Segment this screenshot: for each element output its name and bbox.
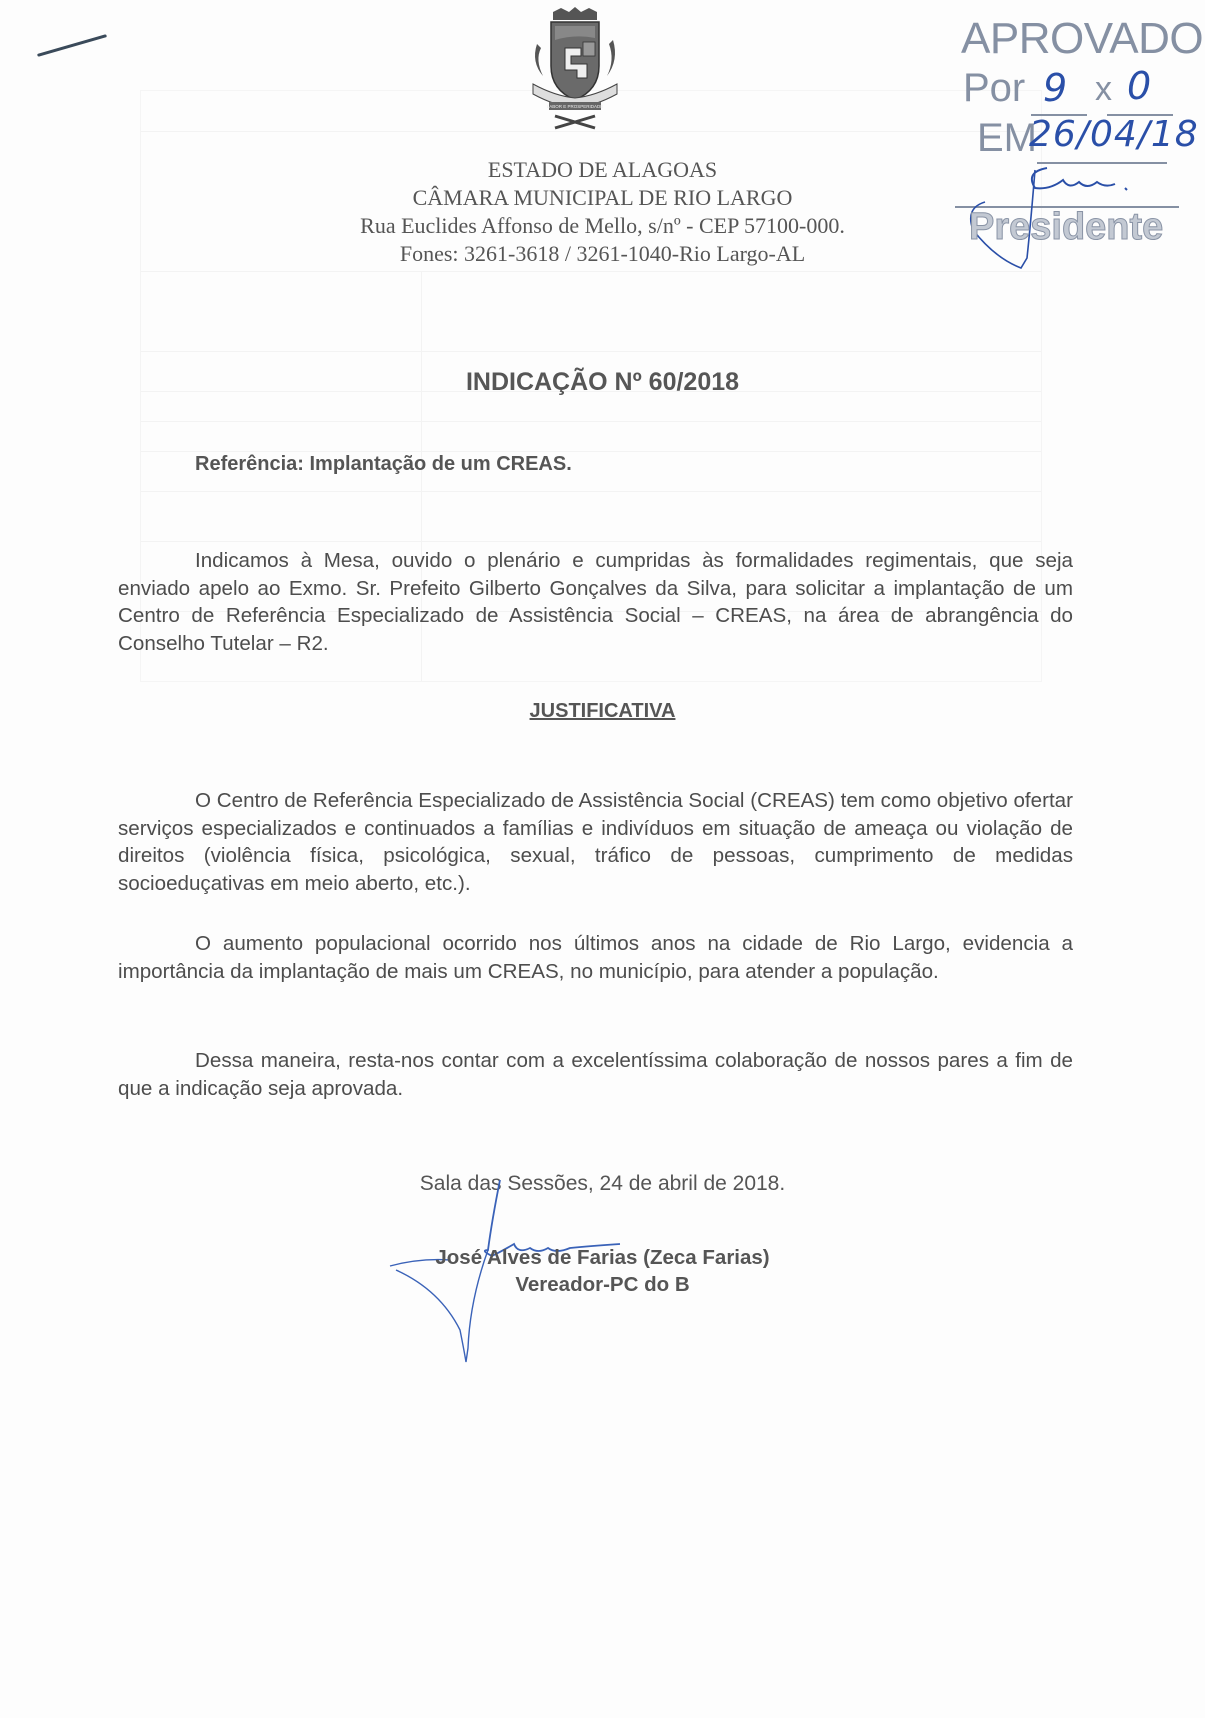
votes-for: 9 bbox=[1043, 66, 1068, 110]
intro-paragraph: Indicamos à Mesa, ouvido o plenário e cumpridas às formalidades regimentais, que seja enviado apelo ao Exmo. Sr. Prefeito Gilberto Gonçalves da Silva, para solicitar a implantação de um Centro de Referência Especializado de Assistência Social – CREAS, na área de abrangência do Conselho Tutelar – R2. bbox=[118, 549, 1073, 655]
stamp-status: APROVADO bbox=[961, 14, 1204, 63]
stamp-date-handwritten: 26/04/18 bbox=[1029, 114, 1199, 155]
justification-paragraph-3: Dessa maneira, resta-nos contar com a excelentíssima colaboração de nossos pares a fim de que a indicação seja aprovada. bbox=[118, 1049, 1073, 1100]
approval-stamp bbox=[955, 10, 1204, 280]
pen-stroke-mark bbox=[37, 34, 107, 57]
svg-text:LABOR E PROSPERIDADE: LABOR E PROSPERIDADE bbox=[546, 104, 604, 109]
reference-line: Referência: Implantação de um CREAS. bbox=[195, 453, 572, 475]
justification-paragraph-1: O Centro de Referência Especializado de Assistência Social (CREAS) tem como objetivo ofertar serviços especializados e continuados a famílias e indivíduos em situação de ameaça ou violação de direitos (violência física, psicológica, sexual, tráfico de pessoas, cumprimento de medidas socioeduçativas em meio aberto, etc.). bbox=[118, 789, 1073, 895]
votes-separator: x bbox=[1095, 70, 1112, 108]
signer-role: Vereador-PC do B bbox=[515, 1273, 690, 1296]
place-date: Sala das Sessões, 24 de abril de 2018. bbox=[419, 1172, 786, 1195]
justification-paragraph-2: O aumento populacional ocorrido nos últimos anos na cidade de Rio Largo, evidencia a importância da implantação de mais um CREAS, no município, para atender a população. bbox=[118, 932, 1073, 983]
stamp-votes-label: Por bbox=[963, 66, 1026, 110]
letterhead bbox=[300, 156, 905, 268]
state-name: ESTADO DE ALAGOAS bbox=[487, 157, 718, 182]
phones: Fones: 3261-3618 / 3261-1040-Rio Largo-AL bbox=[399, 241, 806, 266]
justification-heading: JUSTIFICATIVA bbox=[529, 700, 676, 722]
signer-name: José Alves de Farias (Zeca Farias) bbox=[435, 1246, 770, 1269]
address: Rua Euclides Affonso de Mello, s/nº - CEP 57100-000. bbox=[360, 213, 845, 238]
document-title: INDICAÇÃO Nº 60/2018 bbox=[465, 368, 740, 396]
chamber-name: CÂMARA MUNICIPAL DE RIO LARGO bbox=[412, 185, 793, 210]
stamp-date-label: EM bbox=[977, 116, 1037, 160]
coat-of-arms-logo bbox=[525, 4, 625, 132]
stamp-role: Presidente bbox=[969, 206, 1164, 248]
votes-against: 0 bbox=[1127, 64, 1152, 108]
